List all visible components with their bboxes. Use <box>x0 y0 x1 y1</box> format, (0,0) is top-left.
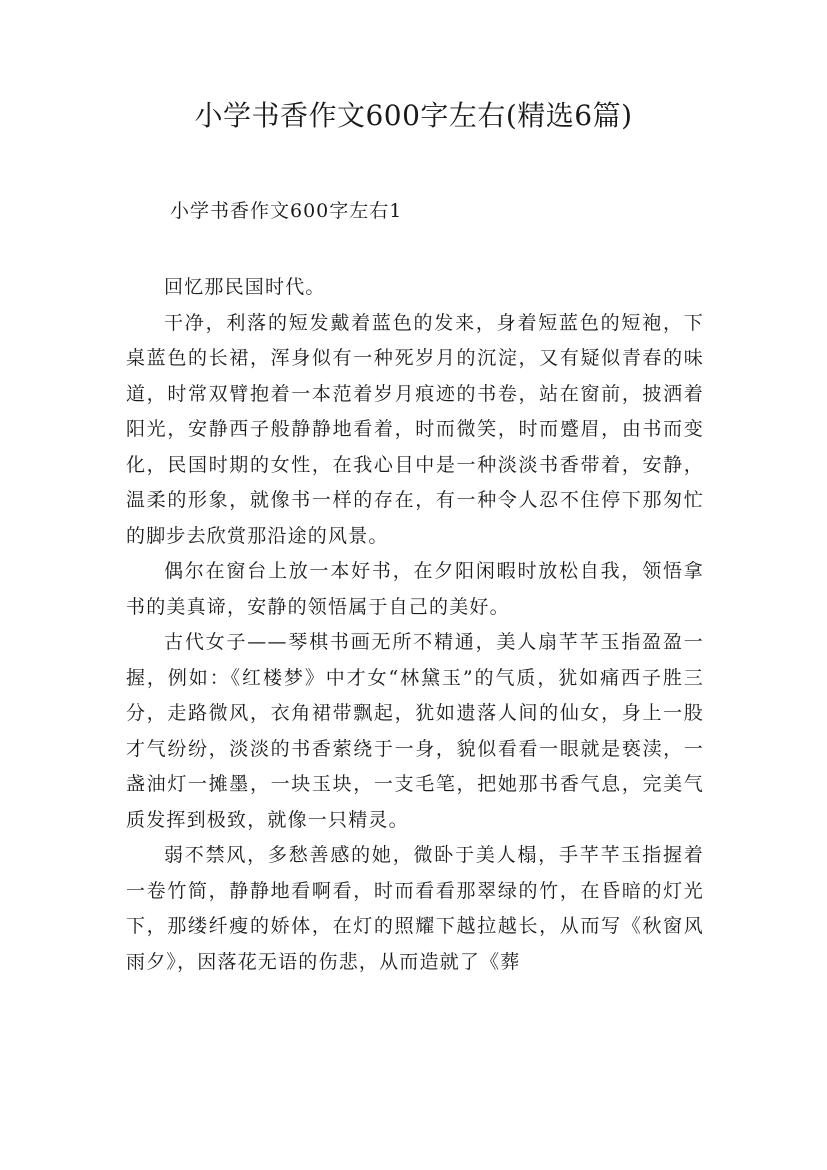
section-heading: 小学书香作文600字左右1 <box>170 200 403 222</box>
paragraph: 干净，利落的短发戴着蓝色的发来，身着短蓝色的短袍，下桌蓝色的长裙，浑身似有一种死岁月的沉淀，又有疑似青春的味道，时常双臂抱着一本范着岁月痕迹的书卷，站在窗前，披洒着阳光，安静西子般静静地看着，时而微笑，时而蹙眉，由书而变化，民国时期的女性，在我心目中是一种淡淡书香带着，安静，温柔的形象，就像书一样的存在，有一种令人忍不住停下那匆忙的脚步去欣赏那沿途的风景。 <box>126 311 704 547</box>
paragraph: 古代女子——琴棋书画无所不精通，美人扇芊芊玉指盈盈一握，例如：《红楼梦》中才女“林黛玉”的气质，犹如痛西子胜三分，走路微风，衣角裙带飘起，犹如遗落人间的仙女，身上一股才气纷纷，淡淡的书香萦绕于一身，貌似看看一眼就是亵渎，一盏油灯一摊墨，一块玉块，一支毛笔，把她那书香气息，完美气质发挥到极致，就像一只精灵。 <box>126 631 704 831</box>
document-title: 小学书香作文600字左右(精选6篇) <box>194 99 633 132</box>
paragraph: 弱不禁风，多愁善感的她，微卧于美人榻，手芊芊玉指握着一卷竹简，静静地看啊看，时而看看那翠绿的竹，在昏暗的灯光下，那缕纤瘦的娇体，在灯的照耀下越拉越长，从而写《秋窗风雨夕》，因落花无语的伤悲，从而造就了《葬 <box>126 844 704 973</box>
document-body <box>126 270 704 980</box>
paragraph: 回忆那民国时代。 <box>164 276 326 298</box>
paragraph: 偶尔在窗台上放一本好书，在夕阳闲暇时放松自我，领悟拿书的美真谛，安静的领悟属于自己的美好。 <box>126 560 704 618</box>
